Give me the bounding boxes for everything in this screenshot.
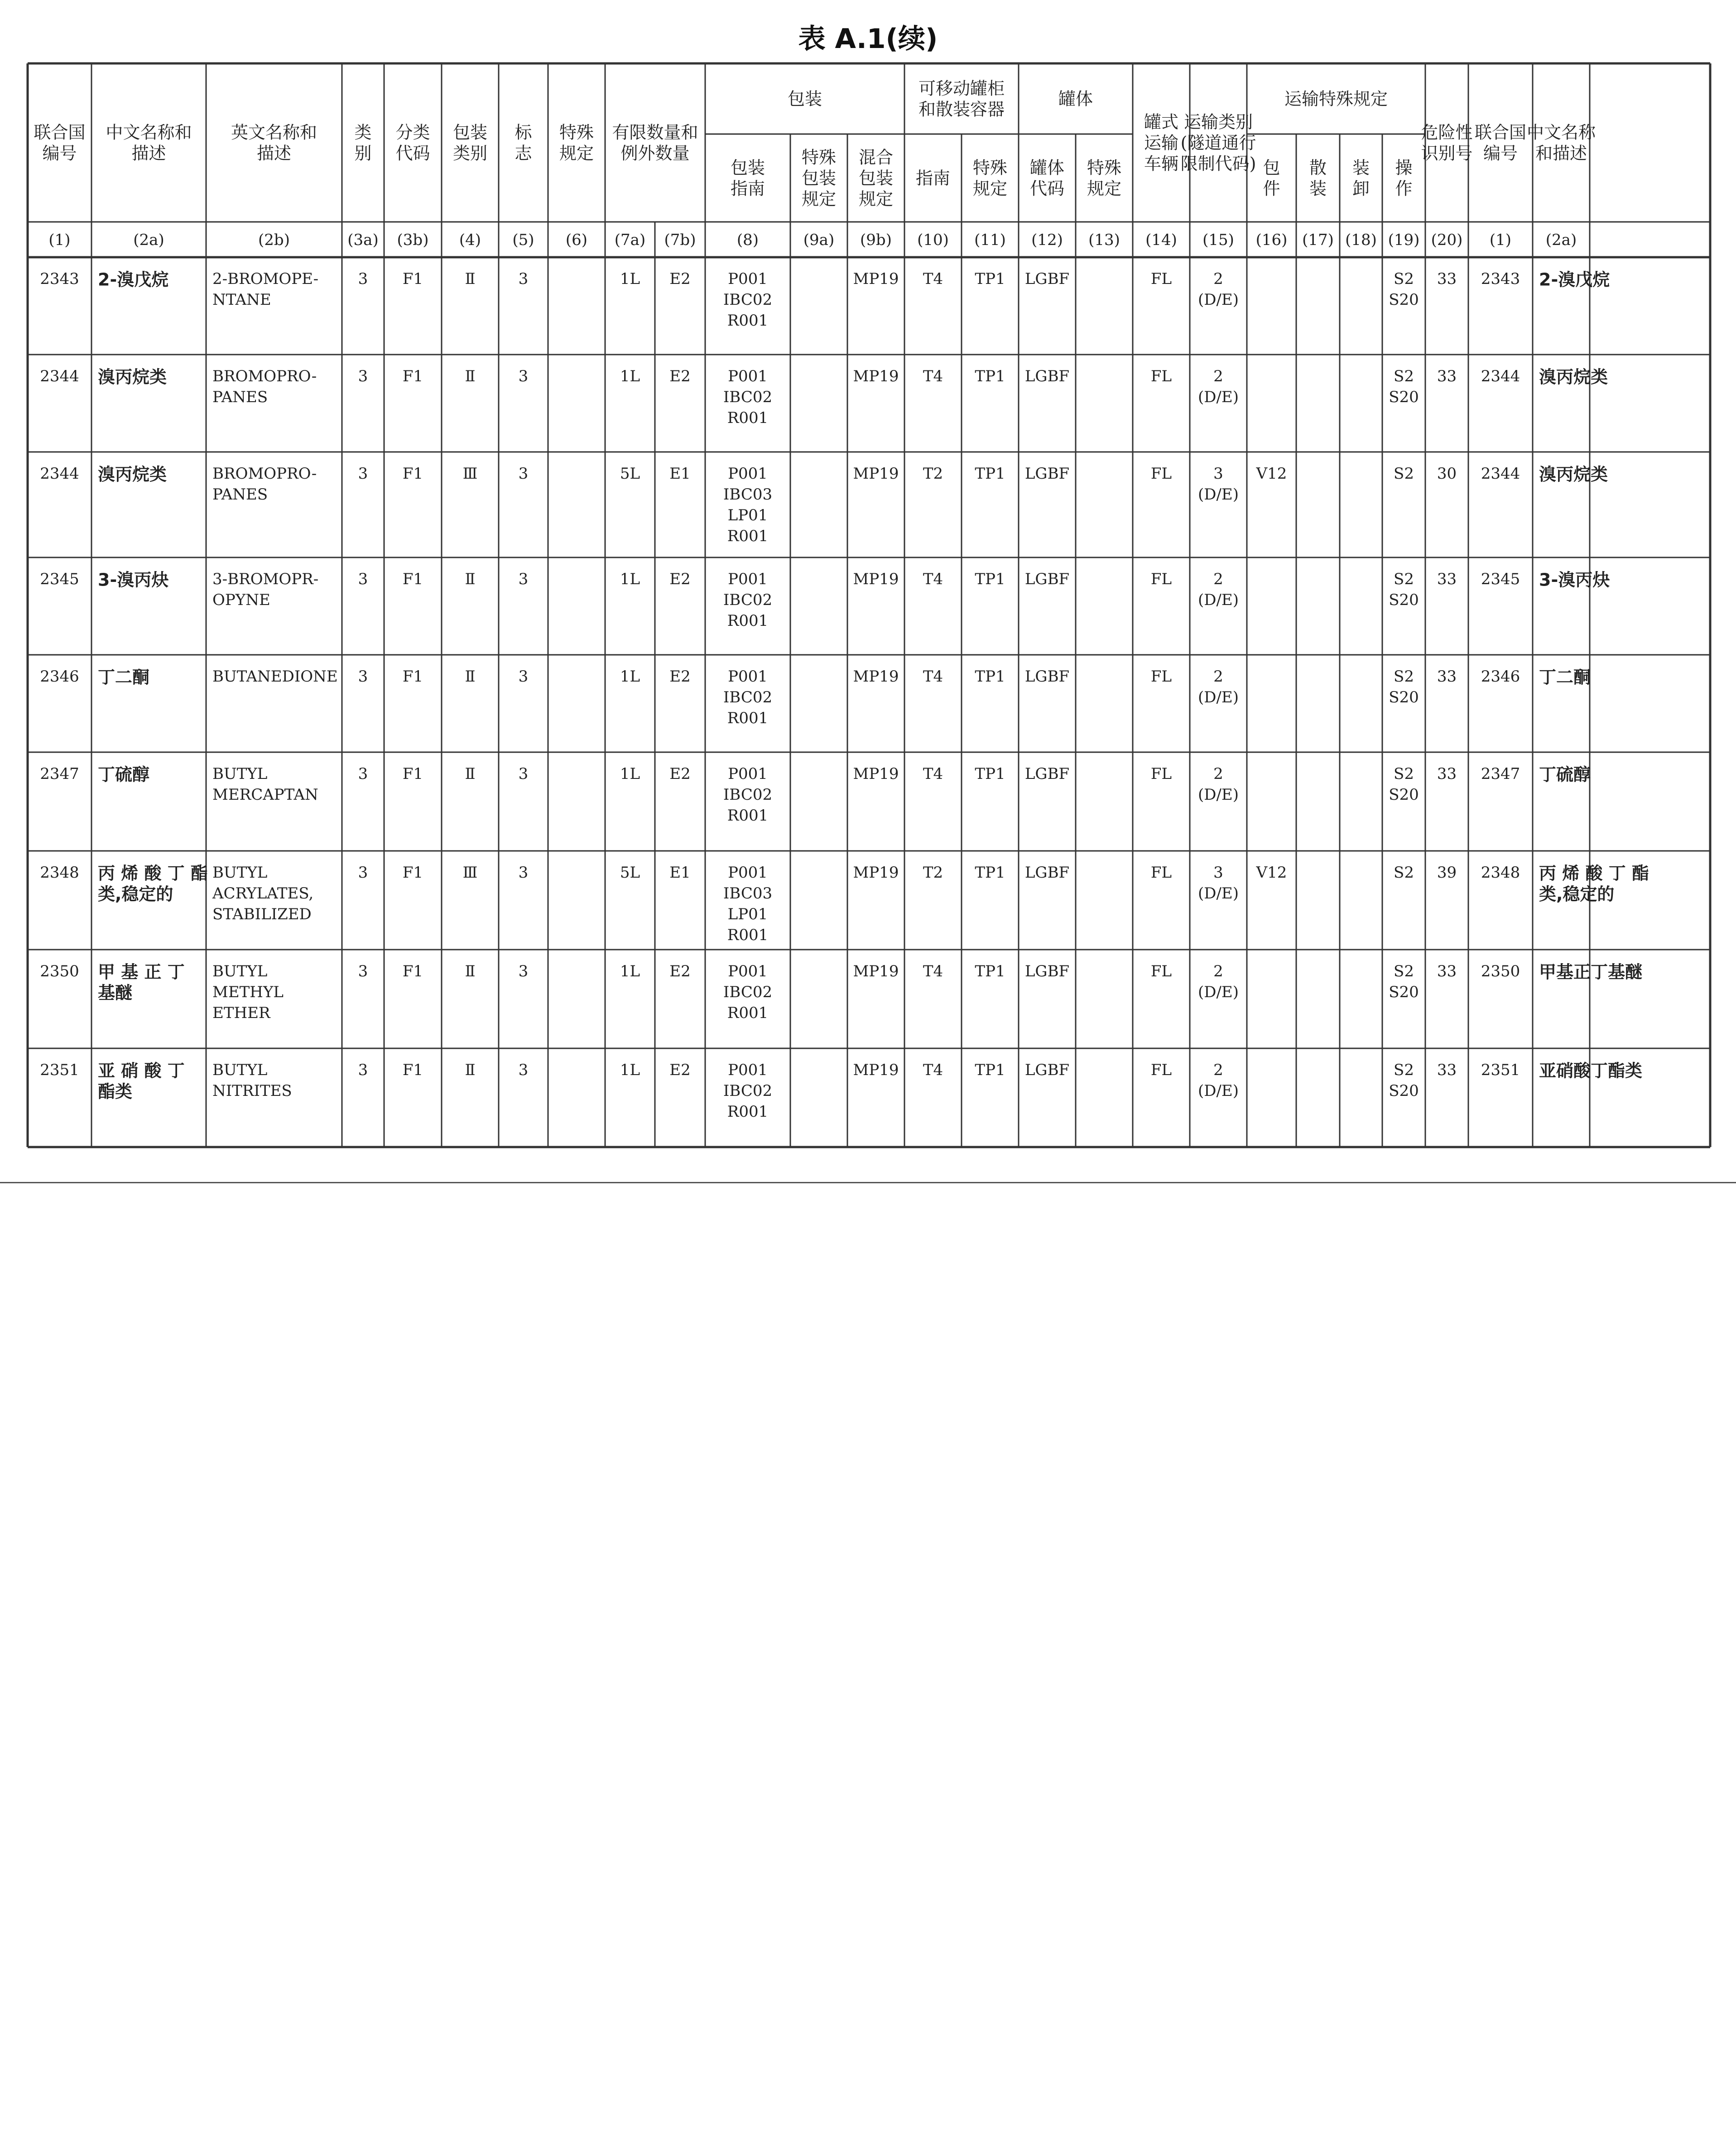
table-cell: 2 (D/E) [1197, 269, 1239, 309]
table-cell: Ⅱ [465, 269, 476, 288]
column-code: (20) [1431, 230, 1463, 249]
table-cell: TP1 [975, 764, 1005, 783]
table-cell: 2347 [1481, 764, 1520, 783]
table-cell: MP19 [853, 269, 899, 288]
table-cell: LGBF [1024, 863, 1070, 882]
table-cell: T4 [923, 764, 943, 783]
table-cell: 33 [1437, 962, 1457, 980]
table-cell: TP1 [975, 570, 1005, 588]
table-cell: 3 [518, 269, 529, 288]
table-cell: 3 [518, 863, 529, 882]
table-cell: BUTYL NITRITES [212, 1061, 292, 1100]
table-cell: 丁二酮 [98, 667, 150, 687]
table-cell: Ⅲ [462, 863, 478, 882]
table-cell: F1 [402, 464, 423, 483]
table-cell: MP19 [853, 1061, 899, 1079]
column-code: (19) [1388, 230, 1420, 249]
column-header: 危险性识别号 [1421, 122, 1473, 163]
table-cell: T4 [923, 570, 943, 588]
table-cell: LGBF [1024, 269, 1070, 288]
column-code: (12) [1031, 230, 1063, 249]
table-cell: 33 [1437, 1061, 1457, 1079]
table-cell: LGBF [1024, 464, 1070, 483]
table-cell: F1 [402, 570, 423, 588]
table-cell: Ⅲ [462, 464, 478, 483]
column-code: (7b) [664, 230, 696, 249]
column-code: (2b) [258, 230, 290, 249]
table-cell: 2348 [1481, 863, 1520, 882]
column-code: (1) [48, 230, 71, 249]
table-cell: 3 [358, 367, 368, 385]
table-cell: FL [1150, 962, 1172, 980]
column-header: 特殊规定 [1087, 158, 1122, 199]
table-cell: 1L [620, 570, 640, 588]
table-cell: E2 [669, 367, 691, 385]
column-header: 特殊规定 [559, 122, 594, 163]
table-cell: P001 IBC03 LP01 R001 [723, 863, 773, 944]
table-cell: 2 (D/E) [1197, 962, 1239, 1001]
table-cell: FL [1150, 764, 1172, 783]
table-cell: 3 [518, 1061, 529, 1079]
table-cell: 2343 [1481, 269, 1520, 288]
table-cell: 3 [518, 962, 529, 980]
table-cell: BROMOPRO-PANES [212, 367, 317, 406]
table-cell: TP1 [975, 464, 1005, 483]
column-code: (8) [736, 230, 759, 249]
table-cell: LGBF [1024, 667, 1070, 686]
column-header: 包装 [787, 89, 822, 109]
column-header: 联合国编号 [34, 122, 86, 163]
table-cell: 39 [1437, 863, 1457, 882]
table-cell: TP1 [975, 1061, 1005, 1079]
table-cell: FL [1150, 570, 1172, 588]
table-cell: F1 [402, 667, 423, 686]
column-code: (10) [917, 230, 949, 249]
table-cell: 2 (D/E) [1197, 667, 1239, 706]
column-header: 指南 [915, 168, 951, 188]
column-code: (16) [1255, 230, 1288, 249]
table-cell: 2345 [40, 570, 79, 588]
table-cell: 5L [620, 863, 640, 882]
column-code: (2a) [133, 230, 164, 249]
table-cell: TP1 [975, 667, 1005, 686]
table-cell: LGBF [1024, 764, 1070, 783]
column-code: (14) [1145, 230, 1177, 249]
table-cell: 2-BROMOPE-NTANE [212, 269, 319, 309]
column-header: 包件 [1263, 158, 1280, 199]
table-cell: P001 IBC02 R001 [723, 570, 773, 630]
table-cell: 2351 [1481, 1061, 1520, 1079]
table-cell: E2 [669, 667, 691, 686]
table-cell: 3 [358, 962, 368, 980]
column-header: 包装指南 [730, 158, 765, 199]
table-cell: S2 S20 [1389, 570, 1419, 609]
table-cell: FL [1150, 1061, 1172, 1079]
table-cell: BUTYL ACRYLATES, STABILIZED [212, 863, 314, 923]
table-cell: FL [1150, 367, 1172, 385]
table-cell: F1 [402, 764, 423, 783]
column-header: 运输类别(隧道通行限制代码) [1180, 112, 1256, 174]
column-code: (11) [974, 230, 1006, 249]
table-cell: F1 [402, 863, 423, 882]
table-cell: 溴丙烷类 [98, 464, 167, 485]
table-cell: E1 [669, 863, 691, 882]
table-cell: BUTYL METHYL ETHER [212, 962, 284, 1022]
column-code: (18) [1345, 230, 1377, 249]
column-code: (7a) [614, 230, 646, 249]
table-cell: 2344 [1481, 367, 1520, 385]
table-cell: P001 IBC02 R001 [723, 367, 773, 427]
table-cell: 2 (D/E) [1197, 367, 1239, 406]
table-cell: 3 (D/E) [1197, 464, 1239, 504]
table-cell: TP1 [975, 962, 1005, 980]
table-cell: MP19 [853, 367, 899, 385]
table-cell: T4 [923, 367, 943, 385]
table-cell: 2348 [40, 863, 79, 882]
column-header: 特殊规定 [972, 158, 1008, 199]
column-header: 英文名称和描述 [231, 122, 317, 163]
table-cell: Ⅱ [465, 667, 476, 686]
column-code: (3a) [347, 230, 379, 249]
table-cell: 33 [1437, 570, 1457, 588]
table-cell: P001 IBC02 R001 [723, 269, 773, 330]
table-cell: E2 [669, 764, 691, 783]
table-cell: 5L [620, 464, 640, 483]
table-cell: T4 [923, 962, 943, 980]
table-cell: T4 [923, 269, 943, 288]
table-cell: P001 IBC02 R001 [723, 667, 773, 727]
table-cell: T2 [923, 863, 943, 882]
column-header: 标志 [515, 122, 532, 163]
column-header: 罐体 [1058, 89, 1093, 109]
table-cell: BUTYL MERCAPTAN [212, 764, 318, 804]
table-cell: E2 [669, 962, 691, 980]
table-cell: T2 [923, 464, 943, 483]
table-cell: 33 [1437, 764, 1457, 783]
table-cell: 甲基正丁基醚 [1539, 962, 1643, 982]
column-header: 罐式运输车辆 [1144, 112, 1179, 174]
column-header: 散装 [1309, 158, 1327, 199]
table-cell: E1 [669, 464, 691, 483]
column-code: (2a) [1545, 230, 1577, 249]
table-cell: S2 [1394, 464, 1414, 483]
table-cell: 3 [518, 570, 529, 588]
table-cell: 溴丙烷类 [1539, 367, 1608, 387]
table-cell: S2 S20 [1389, 962, 1419, 1001]
table-cell: 2-溴戊烷 [98, 269, 169, 290]
table-cell: 3 [518, 464, 529, 483]
table-cell: 亚 硝 酸 丁酯类 [98, 1061, 185, 1102]
column-code: (3b) [397, 230, 429, 249]
column-header: 联合国编号 [1474, 122, 1527, 163]
column-header: 可移动罐柜和散装容器 [918, 78, 1005, 120]
table-cell: 1L [620, 667, 640, 686]
table-cell: 33 [1437, 269, 1457, 288]
table-cell: BUTANEDIONE [212, 667, 338, 686]
table-title: 表 A.1(续) [798, 23, 938, 55]
table-cell: 2-溴戊烷 [1539, 269, 1610, 290]
table-cell: 30 [1437, 464, 1457, 483]
table-cell: LGBF [1024, 962, 1070, 980]
table-cell: 1L [620, 1061, 640, 1079]
table-cell: FL [1150, 464, 1172, 483]
table-cell: 2346 [1481, 667, 1520, 686]
table-cell: 2351 [40, 1061, 79, 1079]
table-cell: S2 S20 [1389, 764, 1419, 804]
table-cell: 2 (D/E) [1197, 570, 1239, 609]
table-cell: 3 [358, 269, 368, 288]
table-cell: V12 [1256, 464, 1287, 483]
table-cell: Ⅱ [465, 962, 476, 980]
table-cell: 2344 [40, 464, 79, 483]
table-cell: 1L [620, 962, 640, 980]
table-cell: 2350 [1481, 962, 1520, 980]
table-cell: 2347 [40, 764, 79, 783]
column-header: 混合包装规定 [858, 147, 894, 209]
column-code: (4) [459, 230, 481, 249]
column-header: 操作 [1395, 158, 1413, 199]
table-cell: TP1 [975, 863, 1005, 882]
table-cell: 3 [518, 367, 529, 385]
column-header: 有限数量和例外数量 [612, 122, 698, 163]
column-code: (9b) [860, 230, 892, 249]
table-cell: MP19 [853, 667, 899, 686]
table-cell: 3 [358, 570, 368, 588]
table-cell: 3 (D/E) [1197, 863, 1239, 903]
table-cell: S2 S20 [1389, 269, 1419, 309]
table-cell: 3 [358, 863, 368, 882]
column-code: (15) [1202, 230, 1234, 249]
table-cell: 3-溴丙炔 [98, 570, 169, 590]
table-cell: P001 IBC02 R001 [723, 962, 773, 1022]
table-cell: MP19 [853, 464, 899, 483]
table-cell: S2 S20 [1389, 367, 1419, 406]
table-cell: 2350 [40, 962, 79, 980]
table-cell: E2 [669, 1061, 691, 1079]
table-cell: E2 [669, 570, 691, 588]
table-cell: 3 [518, 667, 529, 686]
table-cell: Ⅱ [465, 1061, 476, 1079]
table-cell: 3 [358, 464, 368, 483]
table-cell: MP19 [853, 764, 899, 783]
column-header: 类别 [354, 122, 372, 163]
table-cell: 1L [620, 269, 640, 288]
table-cell: P001 IBC02 R001 [723, 1061, 773, 1121]
column-code: (6) [565, 230, 588, 249]
table-cell: 2344 [1481, 464, 1520, 483]
table-cell: FL [1150, 863, 1172, 882]
table-cell: T4 [923, 667, 943, 686]
table-cell: 2 (D/E) [1197, 764, 1239, 804]
column-header: 运输特殊规定 [1284, 89, 1388, 109]
table-cell: MP19 [853, 863, 899, 882]
table-cell: 2345 [1481, 570, 1520, 588]
page-divider [0, 1182, 1736, 1183]
table-cell: S2 S20 [1389, 667, 1419, 706]
table-cell: 3 [358, 764, 368, 783]
column-code: (17) [1302, 230, 1334, 249]
column-header: 分类代码 [395, 122, 430, 163]
table-cell: P001 IBC03 LP01 R001 [723, 464, 773, 545]
table-cell: 丁硫醇 [98, 764, 150, 785]
table-cell: P001 IBC02 R001 [723, 764, 773, 825]
table-cell: 3-BROMOPR-OPYNE [212, 570, 319, 609]
table-cell: 1L [620, 367, 640, 385]
column-code: (9a) [803, 230, 835, 249]
table-cell: V12 [1256, 863, 1287, 882]
table-cell: 3 [358, 667, 368, 686]
table-cell: 丙 烯 酸 丁 酯类,稳定的 [98, 863, 208, 904]
column-header: 包装类别 [452, 122, 488, 163]
column-header: 中文名称和描述 [106, 122, 192, 163]
table-cell: F1 [402, 367, 423, 385]
table-cell: S2 S20 [1389, 1061, 1419, 1100]
table-cell: S2 [1394, 863, 1414, 882]
table-cell: 溴丙烷类 [98, 367, 167, 387]
table-cell: Ⅱ [465, 764, 476, 783]
column-code: (5) [512, 230, 534, 249]
table-cell: 2 (D/E) [1197, 1061, 1239, 1100]
table-cell: FL [1150, 269, 1172, 288]
table-cell: Ⅱ [465, 570, 476, 588]
table-cell: FL [1150, 667, 1172, 686]
table-cell: LGBF [1024, 1061, 1070, 1079]
column-header: 中文名称和描述 [1526, 122, 1596, 163]
table-cell: 丁硫醇 [1539, 764, 1591, 785]
table-cell: LGBF [1024, 367, 1070, 385]
table-cell: 2343 [40, 269, 79, 288]
table-cell: LGBF [1024, 570, 1070, 588]
table-cell: F1 [402, 962, 423, 980]
table-cell: F1 [402, 1061, 423, 1079]
table-cell: 3 [518, 764, 529, 783]
table-cell: 3-溴丙炔 [1539, 570, 1610, 590]
table-cell: 2344 [40, 367, 79, 385]
table-cell: 丙 烯 酸 丁 酯类,稳定的 [1539, 863, 1649, 904]
column-code: (13) [1088, 230, 1120, 249]
table-cell: 33 [1437, 667, 1457, 686]
table-cell: T4 [923, 1061, 943, 1079]
table-cell: TP1 [975, 367, 1005, 385]
table-cell: 33 [1437, 367, 1457, 385]
table-cell: F1 [402, 269, 423, 288]
table-cell: 1L [620, 764, 640, 783]
table-cell: TP1 [975, 269, 1005, 288]
table-cell: 溴丙烷类 [1539, 464, 1608, 485]
column-header: 特殊包装规定 [801, 147, 837, 209]
table-cell: MP19 [853, 570, 899, 588]
table-cell: BROMOPRO-PANES [212, 464, 317, 504]
table-cell: 甲 基 正 丁基醚 [98, 962, 185, 1003]
table-cell: Ⅱ [465, 367, 476, 385]
table-cell: MP19 [853, 962, 899, 980]
table-cell: 2346 [40, 667, 79, 686]
column-code: (1) [1489, 230, 1512, 249]
column-header: 装卸 [1352, 158, 1370, 199]
table-cell: E2 [669, 269, 691, 288]
column-header: 罐体代码 [1029, 158, 1065, 199]
table-cell: 丁二酮 [1539, 667, 1591, 687]
table-cell: 3 [358, 1061, 368, 1079]
table-cell: 亚硝酸丁酯类 [1539, 1061, 1643, 1081]
